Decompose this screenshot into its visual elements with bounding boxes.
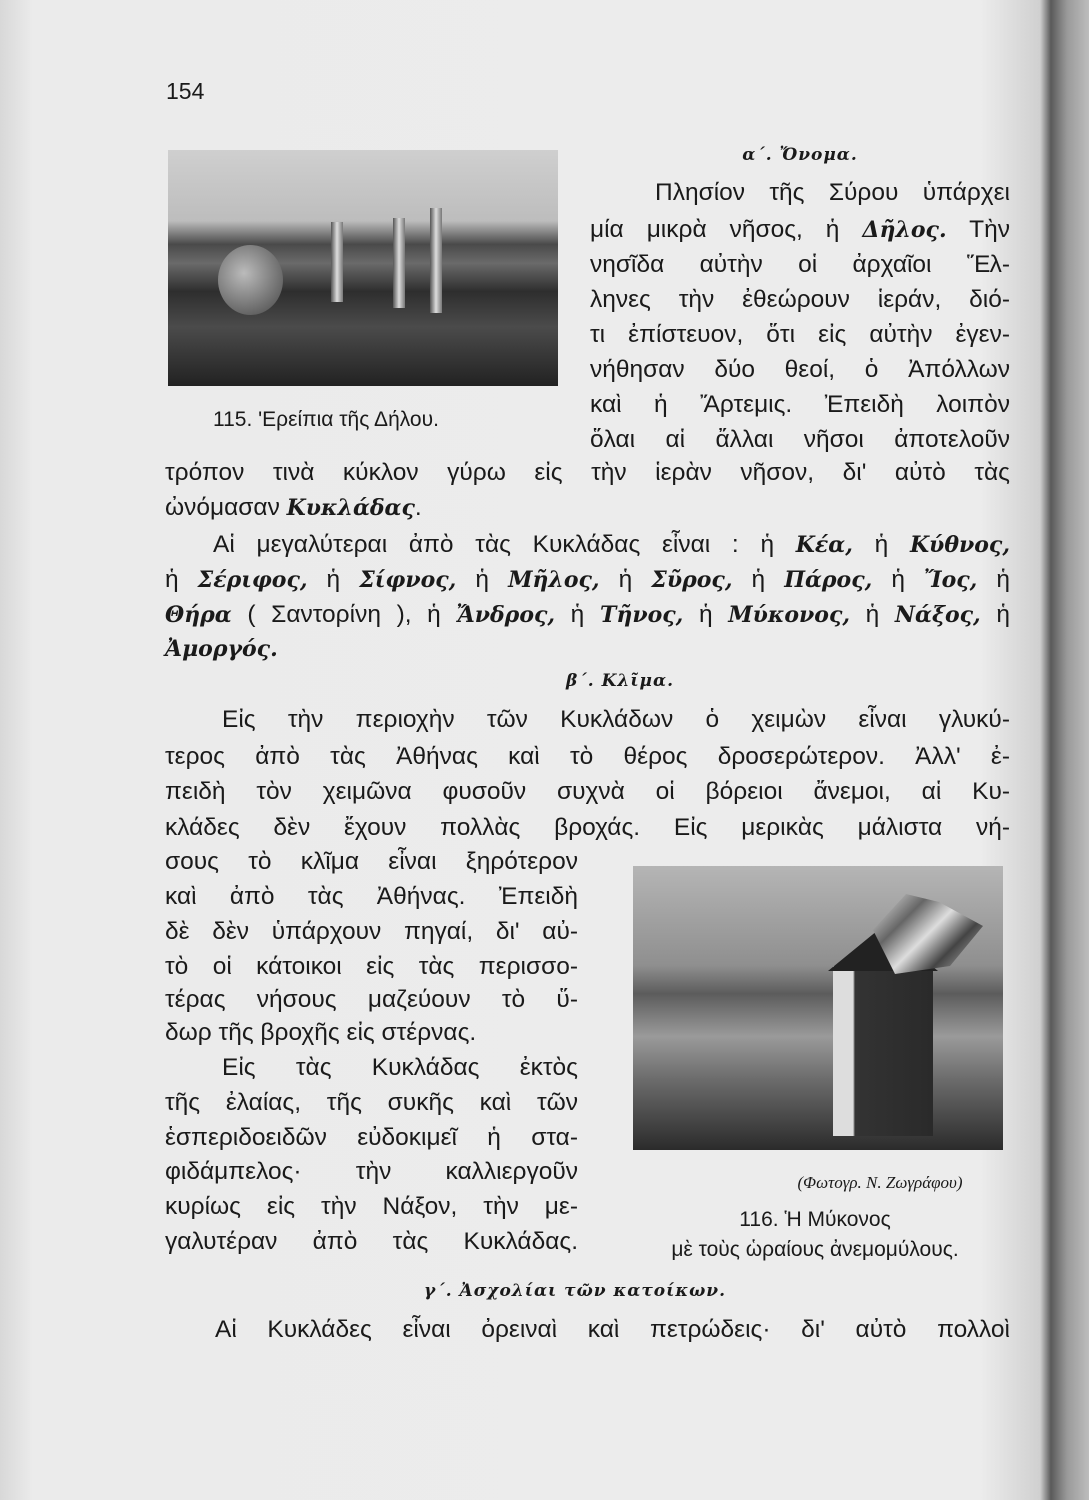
text-span: Αἱ Κυκλάδες εἶναι ὀρειναὶ καὶ πετρώδεις· δι' αὐτὸ πολλοὶ	[215, 1316, 1010, 1343]
text-span: Εἰς τὴν περιοχὴν τῶν Κυκλάδων ὁ χειμὼν εἶναι γλυκύ-	[222, 706, 1010, 733]
text-span: ὅλαι αἱ ἄλλαι νῆσοι ἀποτελοῦν	[590, 426, 1010, 453]
text-line	[165, 917, 578, 947]
bold-term: Μῆλος,	[508, 567, 600, 593]
text-span: πειδὴ τὸν χειμῶνα φυσοῦν συχνὰ οἱ βόρειοι ἄνεμοι, αἱ Κυ-	[165, 778, 1010, 805]
windmill-sails	[873, 894, 983, 974]
text-span: δωρ τῆς βροχῆς εἰς στέρνας.	[165, 1019, 477, 1046]
text-span: τι ἐπίστευον, ὅτι εἰς αὐτὴν ἐγεν-	[590, 321, 1010, 348]
text-line	[165, 882, 578, 912]
text-span: ἡ	[977, 566, 1010, 593]
text-line	[165, 634, 465, 664]
text-span: ἡ	[732, 566, 785, 593]
text-span: τέρας νήσους μαζεύουν τὸ ὕ-	[165, 986, 578, 1013]
bold-term: Σέριφος,	[197, 567, 308, 593]
ruin-stone	[218, 245, 283, 315]
text-line	[165, 458, 1010, 488]
text-line	[165, 1192, 578, 1222]
figure-116-caption-line1: 116. Ἡ Μύκονος	[739, 1208, 891, 1231]
section-heading-name: α΄. Ὄνομα.	[742, 145, 858, 165]
bold-term: Θήρα	[165, 602, 232, 628]
text-span: Πλησίον τῆς Σύρου ὑπάρχει	[655, 179, 1010, 206]
bold-term: Κέα,	[795, 532, 853, 558]
text-span: ἑσπεριδοειδῶν εὐδοκιμεῖ ἡ στα-	[165, 1124, 578, 1151]
text-span: δὲ δὲν ὑπάρχουν πηγαί, δι' αὐ-	[165, 918, 578, 945]
text-span: ἡ	[165, 566, 198, 593]
bold-term: Κύθνος,	[909, 532, 1010, 558]
text-span: ληνες τὴν ἐθεώρουν ἱεράν, διό-	[590, 286, 1010, 313]
text-span: τῆς ἐλαίας, τῆς συκῆς καὶ τῶν	[165, 1089, 578, 1116]
text-span: Αἱ μεγαλύτεραι ἀπὸ τὰς Κυκλάδας εἶναι : ἡ	[213, 531, 796, 558]
text-line	[165, 847, 578, 877]
text-span: καὶ ἀπὸ τὰς Ἀθήνας. Ἐπειδὴ	[165, 883, 578, 910]
text-span: ( Σαντορίνη ), ἡ	[231, 601, 457, 628]
text-span: ἡ	[599, 566, 652, 593]
text-span: γαλυτέραν ἀπὸ τὰς Κυκλάδας.	[165, 1228, 578, 1255]
bold-term: Σῦρος,	[651, 567, 733, 593]
bold-term: Νάξος,	[894, 602, 981, 628]
text-line	[222, 705, 1010, 735]
text-line	[213, 530, 1010, 560]
section-heading-climate: β΄. Κλῖμα.	[566, 671, 674, 691]
photo-credit: (Φωτογρ. Ν. Ζωγράφου)	[797, 1173, 963, 1192]
text-span: ὠνόμασαν	[165, 494, 287, 521]
text-span: κλάδες δὲν ἔχουν πολλὰς βροχάς. Εἰς μερικὰς μάλιστα νή-	[165, 814, 1010, 841]
text-span: ἡ	[852, 531, 910, 558]
text-span: μία μικρὰ νῆσος, ἡ	[590, 216, 863, 243]
text-line	[165, 742, 1010, 772]
bold-term: Ἴος,	[924, 567, 978, 593]
text-span: τερος ἀπὸ τὰς Ἀθήνας καὶ τὸ θέρος δροσερώτερον. Ἀλλ' ἐ-	[165, 743, 1010, 770]
bold-term: Κυκλάδας	[286, 495, 415, 521]
section-heading-occupations: γ΄. Ἀσχολίαι τῶν κατοίκων.	[424, 1281, 726, 1301]
text-line	[165, 1018, 545, 1048]
text-span: τὸ οἱ κάτοικοι εἰς τὰς περισσο-	[165, 953, 578, 980]
bold-term: Δῆλος.	[862, 217, 947, 243]
text-span: σους τὸ κλῖμα εἶναι ξηρότερον	[165, 848, 578, 875]
text-span: ἡ	[456, 566, 509, 593]
text-line	[590, 250, 1010, 280]
text-line	[165, 985, 578, 1015]
bold-term: Τῆνος,	[599, 602, 684, 628]
text-span: Εἰς τὰς Κυκλάδας ἐκτὸς	[222, 1054, 578, 1081]
bold-term: Σίφνος,	[359, 567, 457, 593]
text-line	[590, 285, 1010, 315]
windmill-tower	[833, 966, 933, 1136]
photo-delos-ruins	[168, 150, 558, 386]
text-span: καὶ ἡ Ἄρτεμις. Ἐπειδὴ λοιπὸν	[590, 391, 1010, 418]
text-span: ἡ	[307, 566, 360, 593]
text-span: .	[414, 494, 422, 521]
text-span: ἡ	[850, 601, 895, 628]
text-line	[165, 1123, 578, 1153]
text-span: κυρίως εἰς τὴν Νάξον, τὴν με-	[165, 1193, 578, 1220]
figure-116-caption-line2: μὲ τοὺς ὡραίους ἀνεμομύλους.	[671, 1238, 959, 1261]
text-line	[165, 600, 1010, 630]
text-span: τρόπον τινὰ κύκλον γύρω εἰς τὴν ἱερὰν νῆσον, δι' αὐτὸ τὰς	[165, 459, 1010, 486]
text-line	[165, 813, 1010, 843]
column	[331, 222, 343, 302]
text-span: Τὴν	[946, 216, 1010, 243]
bold-term: Ἄνδρος,	[456, 602, 556, 628]
text-line	[165, 1157, 578, 1187]
text-line	[590, 425, 1010, 455]
bold-term: Πάρος,	[784, 567, 873, 593]
text-span: νήθησαν δύο θεοί, ὁ Ἀπόλλων	[590, 356, 1010, 383]
figure-115-caption: 115. 'Ερείπια τῆς Δήλου.	[213, 408, 439, 431]
text-span: ἡ	[980, 601, 1010, 628]
text-span: ἡ	[555, 601, 600, 628]
text-line	[165, 1227, 578, 1257]
bold-term: Μύκονος,	[728, 602, 850, 628]
photo-mykonos-windmill	[633, 866, 1003, 1150]
text-line	[590, 215, 1010, 245]
text-line	[165, 565, 1010, 595]
column	[430, 208, 442, 313]
column	[393, 218, 405, 308]
text-line	[165, 493, 465, 523]
text-line	[590, 390, 1010, 420]
page-number: 154	[166, 78, 205, 104]
text-line	[590, 355, 1010, 385]
text-span: ἡ	[872, 566, 924, 593]
text-span: φιδάμπελος· τὴν καλλιεργοῦν	[165, 1158, 578, 1185]
text-line	[655, 178, 1010, 208]
text-line	[590, 320, 1010, 350]
text-line	[222, 1053, 578, 1083]
text-line	[165, 952, 578, 982]
text-span: ἡ	[683, 601, 729, 628]
text-line	[165, 1088, 578, 1118]
text-line	[165, 777, 1010, 807]
bold-term: Ἀμοργός.	[165, 636, 278, 662]
text-line	[215, 1315, 1010, 1345]
text-span: νησῖδα αὐτὴν οἱ ἀρχαῖοι Ἕλ-	[590, 251, 1010, 278]
